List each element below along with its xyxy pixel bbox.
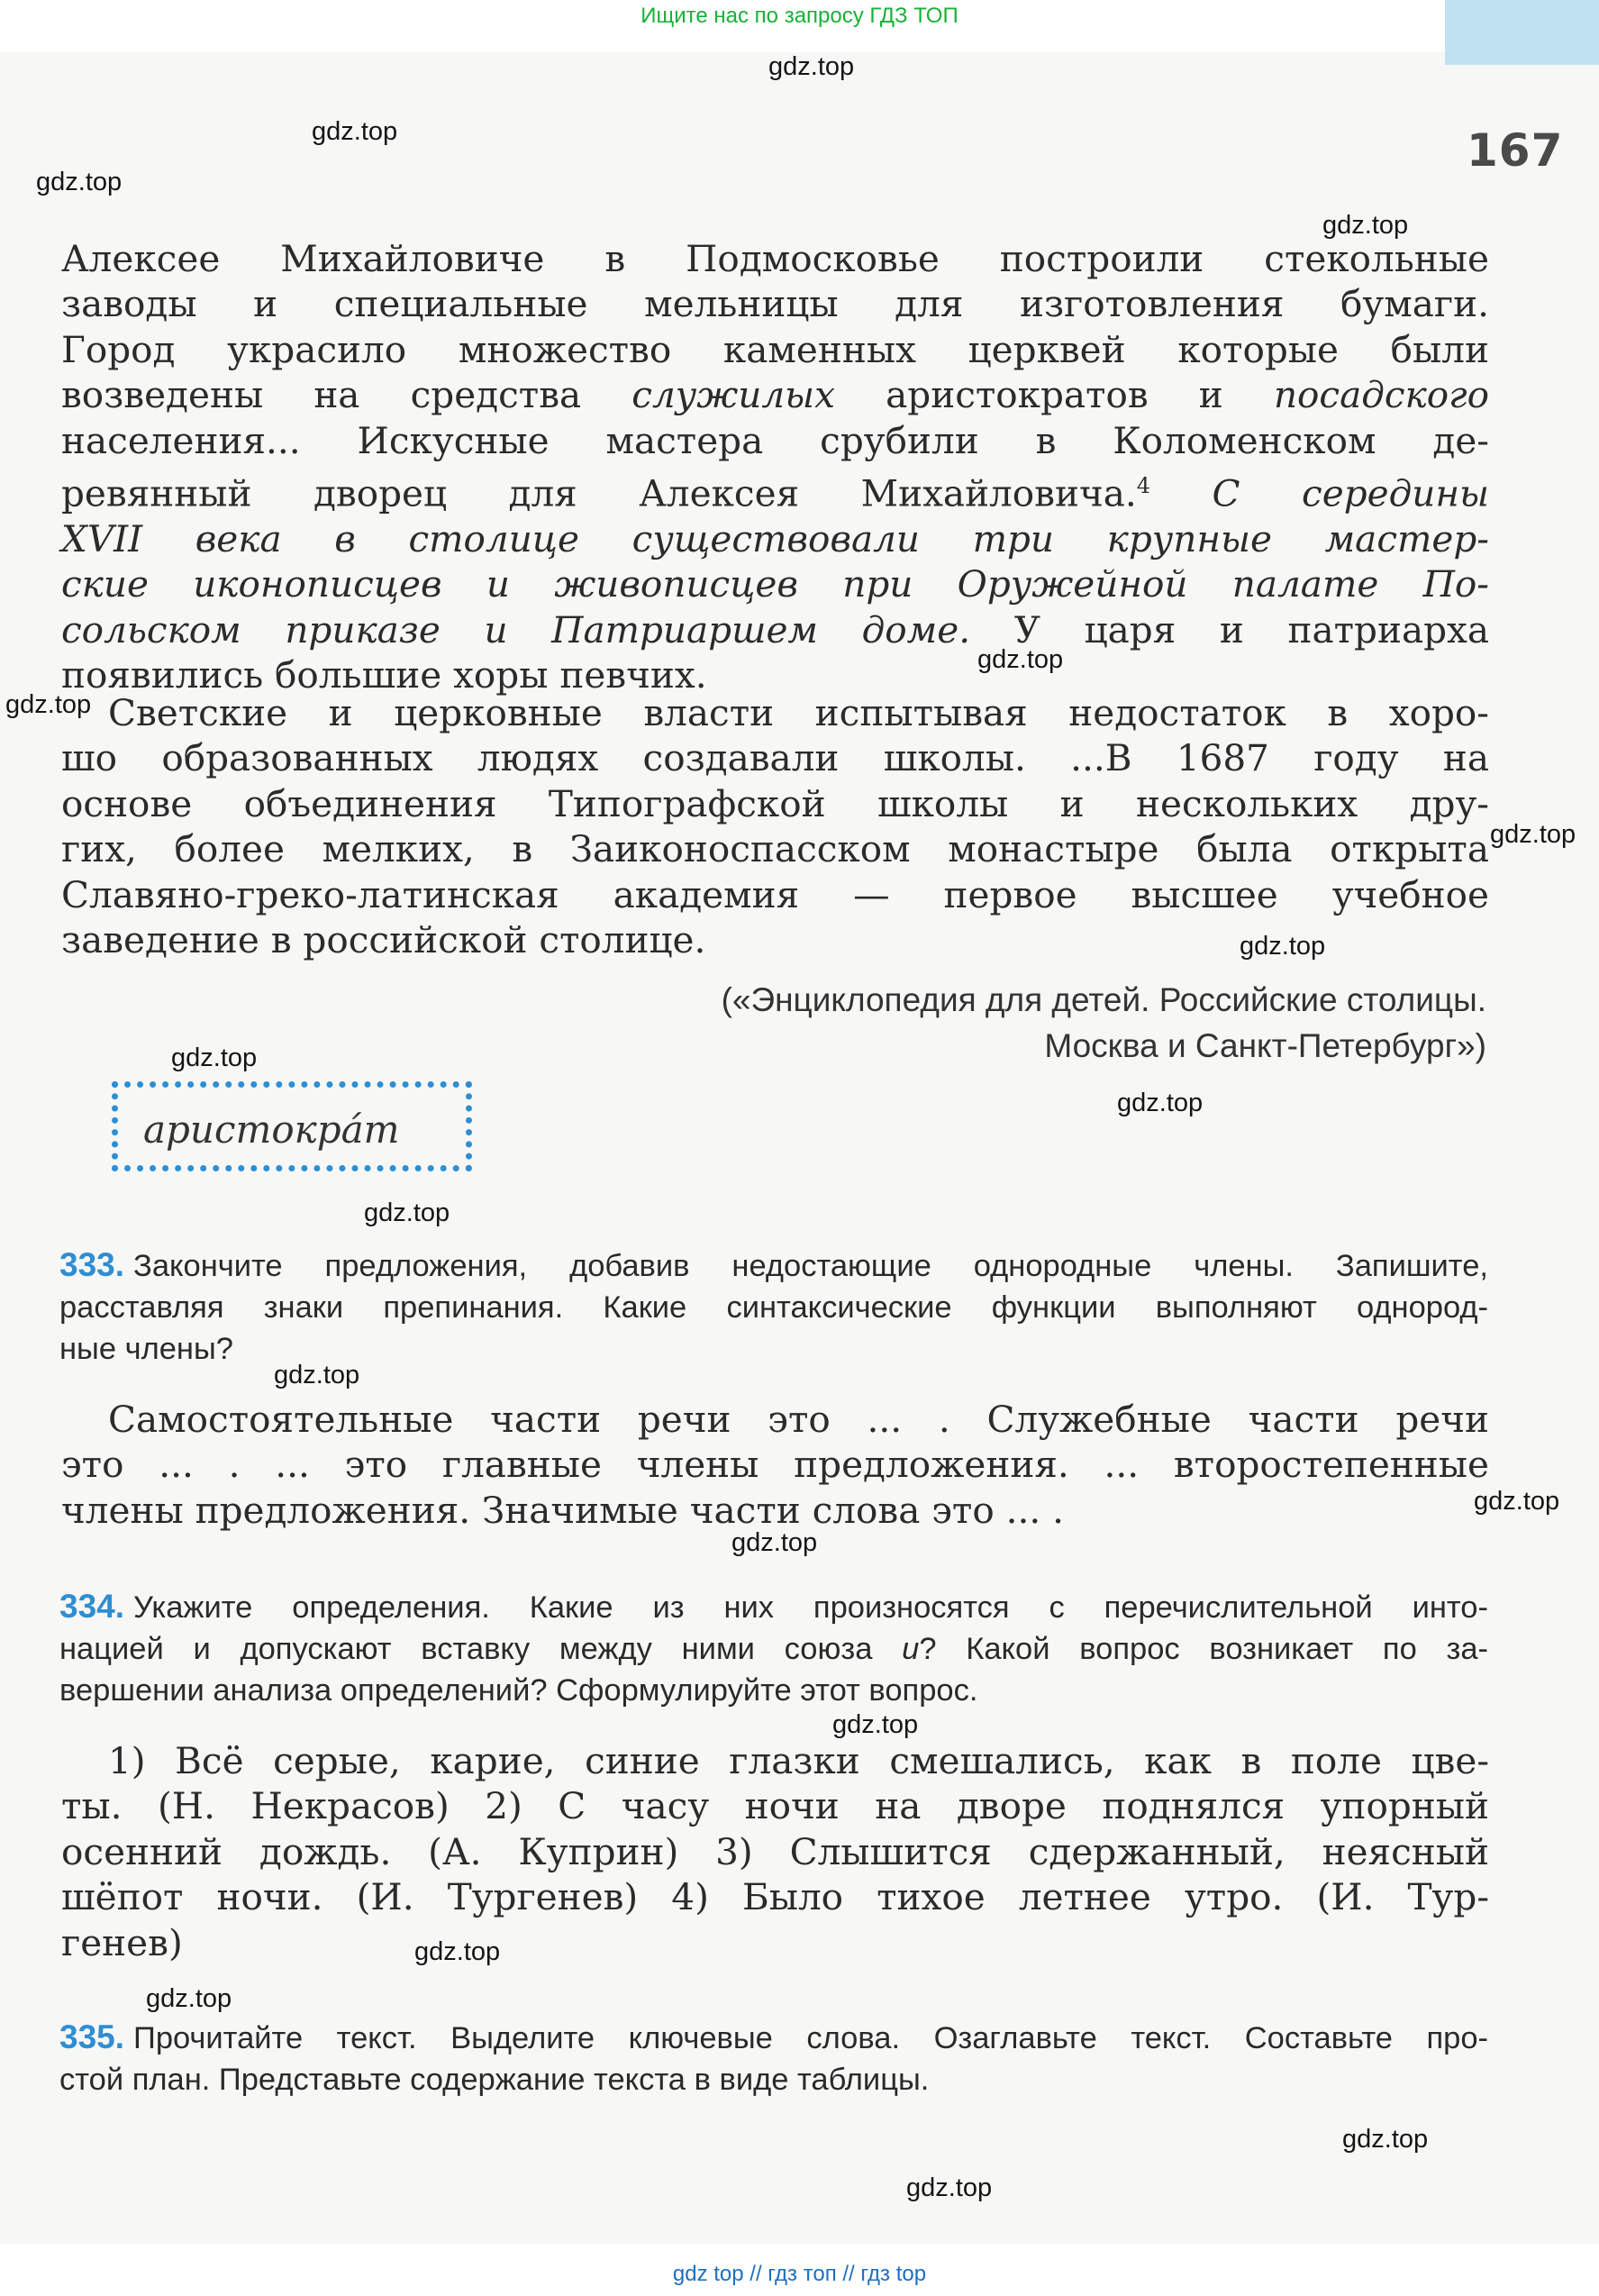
text-line: основе объединения Типографской школы и нескольких дру-	[61, 781, 1489, 825]
text-line: заводы и специальные мельницы для изготовления бумаги.	[61, 282, 1489, 326]
exercise-line	[59, 2017, 1488, 2059]
page-number: 167	[1467, 124, 1564, 177]
exercise-line	[59, 1628, 1488, 1670]
text-run: возведены на средства	[61, 373, 632, 417]
text-line	[61, 607, 1489, 652]
page-corner-tab	[1445, 0, 1599, 65]
watermark: gdz.top	[1474, 1487, 1560, 1516]
text-line	[61, 561, 1489, 606]
watermark: gdz.top	[312, 117, 398, 146]
text-line: Славяно-греко-латинская академия — первое высшее учебное	[61, 872, 1489, 916]
text-line: населения... Искусные мастера срубили в Коломенском де-	[61, 418, 1489, 462]
text-line: Светские и церковные власти испытывая недостаток в хоро-	[108, 691, 1489, 734]
text-line: гих, более мелких, в Заиконоспасском монастыре была открыта	[61, 827, 1489, 871]
exercise-text: нацией и допускают вставку между ними союза	[59, 1632, 903, 1666]
exercise-334	[59, 1586, 1488, 1711]
watermark: gdz.top	[1490, 820, 1576, 849]
exercise-number: 335.	[59, 2018, 125, 2055]
exercise-text: ? Какой вопрос возникает по за-	[919, 1632, 1488, 1666]
text-line: Город украсило множество каменных церквей которые были	[61, 327, 1489, 371]
italic-run: XVII века в столице существовали три крупные мастер-	[61, 516, 1489, 560]
watermark: gdz.top	[1322, 211, 1409, 240]
source-line: Москва и Санкт-Петербург»)	[1044, 1027, 1486, 1064]
text-run: аристократов и	[835, 373, 1274, 417]
excerpt-source	[504, 977, 1486, 1069]
exercise-number: 333.	[59, 1246, 125, 1283]
watermark: gdz.top	[364, 1198, 450, 1227]
watermark: gdz.top	[977, 645, 1064, 674]
watermark: gdz.top	[832, 1710, 919, 1739]
exercise-line: расставляя знаки препинания. Какие синтаксические функции выполняют однород-	[59, 1290, 1488, 1325]
watermark: gdz.top	[906, 2173, 993, 2202]
watermark: gdz.top	[1342, 2125, 1429, 2154]
watermark: gdz.top	[414, 1937, 501, 1966]
watermark: gdz.top	[1240, 932, 1326, 961]
text-line: 1) Всё серые, карие, синие глазки смешались, как в поле цве-	[108, 1739, 1489, 1782]
source-line: («Энциклопедия для детей. Российские столицы.	[721, 981, 1486, 1018]
italic-run: сольском приказе и Патриаршем доме.	[61, 607, 971, 651]
text-line	[61, 516, 1489, 561]
italic-term: служилых	[631, 373, 835, 417]
top-banner[interactable]: Ищите нас по запросу ГДЗ ТОП	[641, 4, 958, 28]
exercise-text: Закончите предложения, добавив недостающие однородные члены. Запишите,	[133, 1249, 1488, 1283]
text-line: шо образованных людях создавали школы. ...В 1687 году на	[61, 736, 1489, 780]
exercise-333-text	[61, 1397, 1489, 1533]
bottom-banner[interactable]: gdz top // гдз топ // гдз top	[672, 2262, 927, 2286]
text-line: шёпот ночи. (И. Тургенев) 4) Было тихое летнее утро. (И. Тур-	[61, 1875, 1489, 1919]
exercise-335	[59, 2017, 1488, 2100]
text-line: Алексее Михайловиче в Подмосковье построили стекольные	[61, 237, 1489, 280]
italic-term: посадского	[1273, 373, 1490, 417]
text-line	[61, 463, 1489, 516]
text-run: У царя и патриарха	[970, 607, 1489, 651]
text-line: заведение в российской столице.	[61, 918, 706, 962]
text-line: ты. (Н. Некрасов) 2) С часу ночи на дворе поднялся упорный	[61, 1784, 1489, 1828]
text-line: осенний дождь. (А. Куприн) 3) Слышится сдержанный, неясный	[61, 1829, 1489, 1873]
text-line	[61, 372, 1489, 417]
exercise-line: ные члены?	[59, 1332, 233, 1366]
exercise-number: 334.	[59, 1588, 125, 1625]
excerpt-paragraph-2	[61, 690, 1489, 962]
watermark: gdz.top	[146, 1984, 232, 2013]
watermark: gdz.top	[171, 1043, 258, 1072]
exercise-line: вершении анализа определений? Сформулируйте этот вопрос.	[59, 1673, 978, 1708]
watermark: gdz.top	[731, 1528, 818, 1557]
text-line: появились большие хоры певчих.	[61, 653, 707, 697]
watermark: gdz.top	[36, 168, 123, 196]
exercise-line	[59, 1244, 1488, 1287]
text-line: Самостоятельные части речи это ... . Служебные части речи	[108, 1398, 1489, 1441]
exercise-line: стой план. Представьте содержание текста в виде таблицы.	[59, 2063, 930, 2097]
text-line: члены предложения. Значимые части слова это ... .	[61, 1488, 1064, 1532]
footnote-mark: 4	[1136, 473, 1151, 499]
exercise-334-text	[61, 1738, 1489, 1965]
italic-run: ские иконописцев и живописцев при Оружейной палате По-	[61, 562, 1489, 606]
watermark: gdz.top	[274, 1361, 360, 1389]
watermark: gdz.top	[1117, 1089, 1204, 1117]
italic-run: С середины	[1150, 471, 1489, 515]
watermark: gdz.top	[5, 690, 92, 719]
excerpt-paragraph-1	[61, 236, 1489, 698]
vocabulary-word: аристокрáт	[143, 1107, 400, 1152]
text-line: генев)	[61, 1920, 183, 1964]
vocabulary-box	[112, 1081, 472, 1171]
text-line: это ... . ... это главные члены предложения. ... второстепенные	[61, 1443, 1489, 1487]
italic-term: и	[902, 1632, 920, 1666]
text-run: ревянный дворец для Алексея Михайловича.	[61, 471, 1137, 515]
exercise-text: Прочитайте текст. Выделите ключевые слова. Озаглавьте текст. Составьте про-	[133, 2021, 1488, 2055]
watermark: gdz.top	[768, 52, 855, 81]
exercise-text: Укажите определения. Какие из них произносятся с перечислительной инто-	[133, 1590, 1488, 1625]
exercise-333	[59, 1244, 1488, 1370]
exercise-line	[59, 1586, 1488, 1628]
